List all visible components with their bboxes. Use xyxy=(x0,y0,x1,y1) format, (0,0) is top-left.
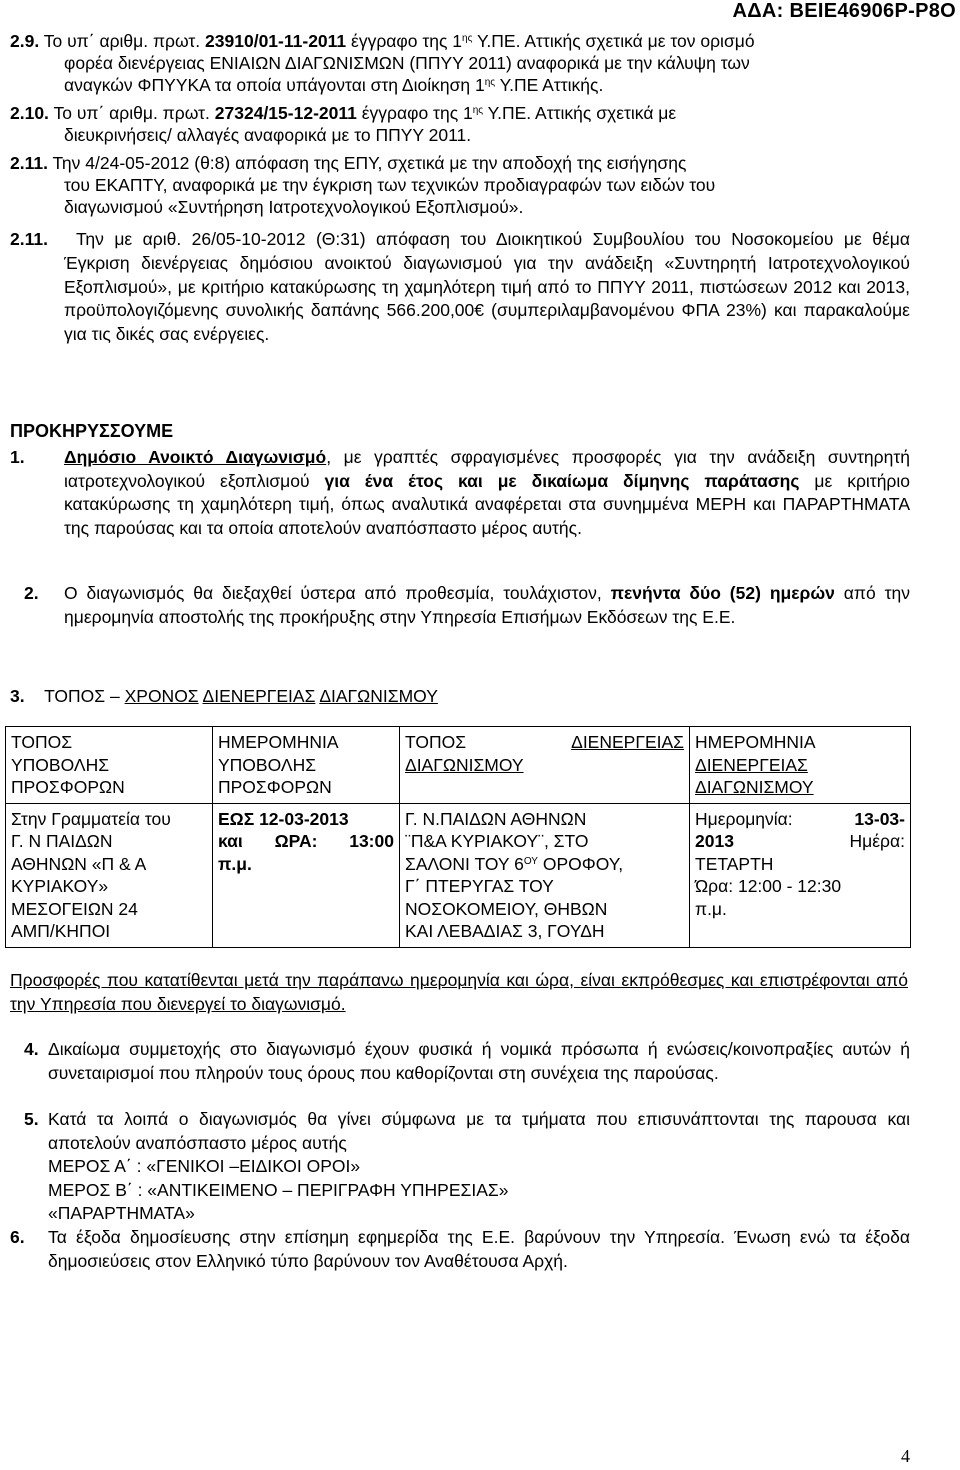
para-1-number: 1. xyxy=(10,447,25,467)
cell-word: ΣΑΛΟΝΙ ΤΟΥ 6 xyxy=(405,853,524,874)
proclaim-heading: ΠΡΟΚΗΡΥΣΣΟΥΜΕ xyxy=(10,421,174,441)
para-2 xyxy=(64,582,910,629)
para-3-number: 3. xyxy=(10,686,25,706)
para-6-number: 6. xyxy=(10,1227,25,1247)
item-2-10 xyxy=(10,102,908,146)
para-2-number: 2. xyxy=(24,583,39,603)
item-number: 2.10. xyxy=(10,103,49,123)
page-number: 4 xyxy=(901,1446,910,1466)
header-line: ΔΙΕΝΕΡΓΕΙΑΣ xyxy=(695,754,808,775)
para-1 xyxy=(64,446,910,540)
header-line: ΥΠΟΒΟΛΗΣ xyxy=(11,754,110,775)
para-1-bold-term: για ένα έτος και με δικαίωμα δίμηνης παράτασης xyxy=(324,470,800,491)
protocol-number: 23910/01-11-2011 xyxy=(205,31,347,51)
para-3-text: ΔΙΑΓΩΝΙΣΜΟΥ xyxy=(319,686,438,706)
cell-line: ΚΥΡΙΑΚΟΥ» xyxy=(11,876,109,896)
item-text: Το υπ΄ αριθμ. πρωτ. xyxy=(53,103,210,123)
cell-word: 13:00 xyxy=(349,831,394,851)
part-b: ΜΕΡΟΣ Β΄ : «ΑΝΤΙΚΕΙΜΕΝΟ – ΠΕΡΙΓΡΑΦΗ ΥΠΗΡΕΣΙΑΣ» xyxy=(48,1179,509,1200)
para-1-text: , με γραπτές σφραγισμένες προσφορές για την ανάδειξη συντηρητή ιατροτεχνολογικού εξοπλισμού xyxy=(64,447,910,491)
header-line: ΥΠΟΒΟΛΗΣ xyxy=(218,754,317,775)
table-header-row xyxy=(6,727,911,804)
cell-line: Στην Γραμματεία του xyxy=(11,808,171,829)
para-3-text: ΤΟΠΟΣ – xyxy=(44,686,120,706)
cell-line: Γ. Ν ΠΑΙΔΩΝ xyxy=(11,831,113,851)
para-1-bold: Δημόσιο Ανοικτό Διαγωνισμό xyxy=(64,447,327,467)
para-4: Δικαίωμα συμμετοχής στο διαγωνισμό έχουν φυσικά ή νομικά πρόσωπα ή ενώσεις/κοινοπραξίες αυτών ή συνεταιρισμοί που πληρούν τους όρους που καθορίζονται στη συνέχεια της παρούσας. xyxy=(48,1039,910,1083)
cell-line xyxy=(218,830,394,853)
item-line xyxy=(10,74,908,96)
item-number xyxy=(10,228,48,250)
cell-line: Γ. Ν.ΠΑΙΔΩΝ ΑΘΗΝΩΝ xyxy=(405,808,587,829)
para-2-bold: πενήντα δύο (52) ημερών xyxy=(610,583,835,603)
item-2-9 xyxy=(10,30,908,96)
item-2-11-b: Την με αριθ. 26/05-10-2012 (Θ:31) απόφαση του Διοικητικού Συμβουλίου του Νοσοκομείου με θέμα Έγκριση διενέργειας δημόσιου ανοικτού διαγωνισμού για την ανάδειξη «Συντηρητή Ιατροτεχνολογικού Εξοπλισμού», με κριτήριο κατακύρωσης τη χαμηλότερη τιμή από το ΠΠΥΥ 2011, πιστώσεων 2012 και 2013, προϋπολογιζόμενης συνολικής δαπάνης 566.200,00€ (συμπεριλαμβανομένου ΦΠΑ 23%) και παρακαλούμε για τις δικές σας ενέργειες. xyxy=(64,229,910,345)
item-text: Την 4/24-05-2012 (θ:8) απόφαση της ΕΠΥ, σχετικά με την αποδοχή της εισήγησης xyxy=(52,153,687,173)
cell-word: Ημέρα: xyxy=(849,831,905,851)
header-line: ΔΙΑΓΩΝΙΣΜΟΥ xyxy=(405,754,524,775)
table-header-cell xyxy=(400,727,690,804)
item-text: Υ.ΠΕ Αττικής. xyxy=(499,75,604,95)
table-cell xyxy=(6,803,213,947)
superscript: ΟΥ xyxy=(523,855,538,867)
item-line: φορέα διενέργειας ΕΝΙΑΙΩΝ ΔΙΑΓΩΝΙΣΜΩΝ (ΠΠΥΥ 2011) αναφορικά με την κάλυψη των xyxy=(64,53,750,73)
cell-line: ¨Π&Α ΚΥΡΙΑΚΟΥ¨, ΣΤΟ xyxy=(405,831,589,851)
table-header-cell xyxy=(6,727,213,804)
header-line: ΤΟΠΟΣ xyxy=(11,732,73,752)
cell-line: ΜΕΣΟΓΕΙΩΝ 24 xyxy=(11,898,138,919)
cell-word: ΟΡΟΦΟΥ, xyxy=(542,853,624,874)
item-line: του ΕΚΑΠΤΥ, αναφορικά με την έγκριση των τεχνικών προδιαγραφών των ειδών του xyxy=(64,175,716,195)
para-6: Τα έξοδα δημοσίευσης στην επίσημη εφημερίδα της Ε.Ε. βαρύνουν την Υπηρεσία. Ένωση ενώ τα έξοδα δημοσιεύσεις στον Ελληνικό τύπο βαρύνουν τον Αναθέτουσα Αρχή. xyxy=(48,1227,910,1271)
cell-line: Γ΄ ΠΤΕΡΥΓΑΣ ΤΟΥ xyxy=(405,876,554,896)
item-line: διαγωνισμού «Συντήρηση Ιατροτεχνολογικού Εξοπλισμού». xyxy=(64,197,524,217)
para-5 xyxy=(48,1108,910,1226)
table-cell xyxy=(213,803,400,947)
item-text: Υ.ΠΕ. Αττικής σχετικά με xyxy=(487,103,677,123)
item-text: Υ.ΠΕ. Αττικής σχετικά με τον ορισμό xyxy=(476,31,755,51)
cell-line: Ώρα: 12:00 - 12:30 xyxy=(695,876,842,896)
header-line: ΗΜΕΡΟΜΗΝΙΑ xyxy=(218,732,339,752)
cell-word: και xyxy=(218,831,243,851)
cell-line xyxy=(405,853,684,876)
cell-word: 2013 xyxy=(695,831,734,851)
cell-line: ΤΕΤΑΡΤΗ xyxy=(695,853,774,874)
header-line xyxy=(405,731,684,754)
schedule-table xyxy=(5,726,911,948)
cell-line: ΚΑΙ ΛΕΒΑΔΙΑΣ 3, ΓΟΥΔΗ xyxy=(405,921,605,941)
para-3-text: ΔΙΕΝΕΡΓΕΙΑΣ xyxy=(202,686,316,706)
cell-word: 13-03- xyxy=(854,808,905,829)
part-a: ΜΕΡΟΣ Α΄ : «ΓΕΝΙΚΟΙ –ΕΙΔΙΚΟΙ ΟΡΟΙ» xyxy=(48,1156,361,1176)
table-cell xyxy=(400,803,690,947)
item-text: αναγκών ΦΠΥΥΚΑ τα οποία υπάγονται στη Διοίκηση 1 xyxy=(64,75,485,95)
table-cell xyxy=(690,803,911,947)
superscript: ης xyxy=(472,105,484,116)
para-2-text: Ο διαγωνισμός θα διεξαχθεί ύστερα από προθεσμία, τουλάχιστον, xyxy=(64,583,602,603)
header-word: ΤΟΠΟΣ xyxy=(405,732,467,752)
item-text: Το υπ΄ αριθμ. πρωτ. xyxy=(43,31,201,51)
table-header-cell xyxy=(213,727,400,804)
header-line: ΠΡΟΣΦΟΡΩΝ xyxy=(11,777,125,797)
cell-line: ΑΘΗΝΩΝ «Π & Α xyxy=(11,853,147,874)
item-number: 2.11. xyxy=(10,153,48,173)
para-1-text: με κριτήριο κατακύρωσης τη χαμηλότερη τιμή, όπως αναλυτικά αναφέρεται στα συνημμένα ΜΕΡΗ και ΠΑΡΑΡΤΗΜΑΤΑ της παρούσας και τα οποία αποτελούν αναπόσπαστο μέρος αυτής. xyxy=(64,470,911,538)
item-line: διευκρινήσεις/ αλλαγές αναφορικά με το ΠΠΥΥ 2011. xyxy=(64,125,472,145)
ada-code: ΑΔΑ: ΒΕΙΕ46906Ρ-Ρ8Ο xyxy=(732,0,956,22)
header-line: ΗΜΕΡΟΜΗΝΙΑ xyxy=(695,732,816,752)
para-5-text: Κατά τα λοιπά ο διαγωνισμός θα γίνει σύμφωνα με τα τμήματα που επισυνάπτονται της παρουσα και αποτελούν αναπόσπαστο μέρος αυτής xyxy=(48,1109,910,1153)
cell-line: π.μ. xyxy=(695,898,727,919)
para-5-number: 5. xyxy=(24,1109,39,1129)
superscript: ης xyxy=(462,33,473,44)
cell-line: ΑΜΠ/ΚΗΠΟΙ xyxy=(11,921,111,941)
superscript: ης xyxy=(484,77,496,88)
para-3-text: ΧΡΟΝΟΣ xyxy=(124,686,199,706)
cell-word: Ημερομηνία: xyxy=(695,808,793,829)
cell-word: ΩΡΑ: xyxy=(274,831,318,851)
item-number: 2.9. xyxy=(10,31,40,51)
item-text: έγγραφο της 1 xyxy=(351,31,463,51)
para-4-number: 4. xyxy=(24,1039,39,1059)
item-2-11-a xyxy=(10,152,908,218)
cell-line: ΕΩΣ 12-03-2013 xyxy=(218,808,349,829)
header-line: ΠΡΟΣΦΟΡΩΝ xyxy=(218,777,332,797)
table-header-cell xyxy=(690,727,911,804)
cell-line: ΝΟΣΟΚΟΜΕΙΟΥ, ΘΗΒΩΝ xyxy=(405,898,608,919)
para-2-text: από την ημερομηνία αποστολής της προκήρυξης στην Υπηρεσία Επισήμων Εκδόσεων της Ε.Ε. xyxy=(64,583,910,627)
table-row xyxy=(6,803,911,947)
cell-line xyxy=(695,830,905,853)
header-word: ΔΙΕΝΕΡΓΕΙΑΣ xyxy=(571,732,684,752)
late-offers-notice: Προσφορές που κατατίθενται μετά την παράπανω ημερομηνία και ώρα, είναι εκπρόθεσμες και επιστρέφονται από την Υπηρεσία που διενεργεί το διαγωνισμό. xyxy=(10,970,908,1014)
item-text: έγγραφο της 1 xyxy=(361,103,473,123)
protocol-number: 27324/15-12-2011 xyxy=(214,103,357,123)
cell-line: π.μ. xyxy=(218,853,252,874)
para-3 xyxy=(10,685,438,707)
cell-line xyxy=(695,808,905,831)
annexes: «ΠΑΡΑΡΤΗΜΑΤΑ» xyxy=(48,1203,195,1223)
header-line: ΔΙΑΓΩΝΙΣΜΟΥ xyxy=(695,777,814,797)
item-number-label: 2.11. xyxy=(10,229,48,249)
